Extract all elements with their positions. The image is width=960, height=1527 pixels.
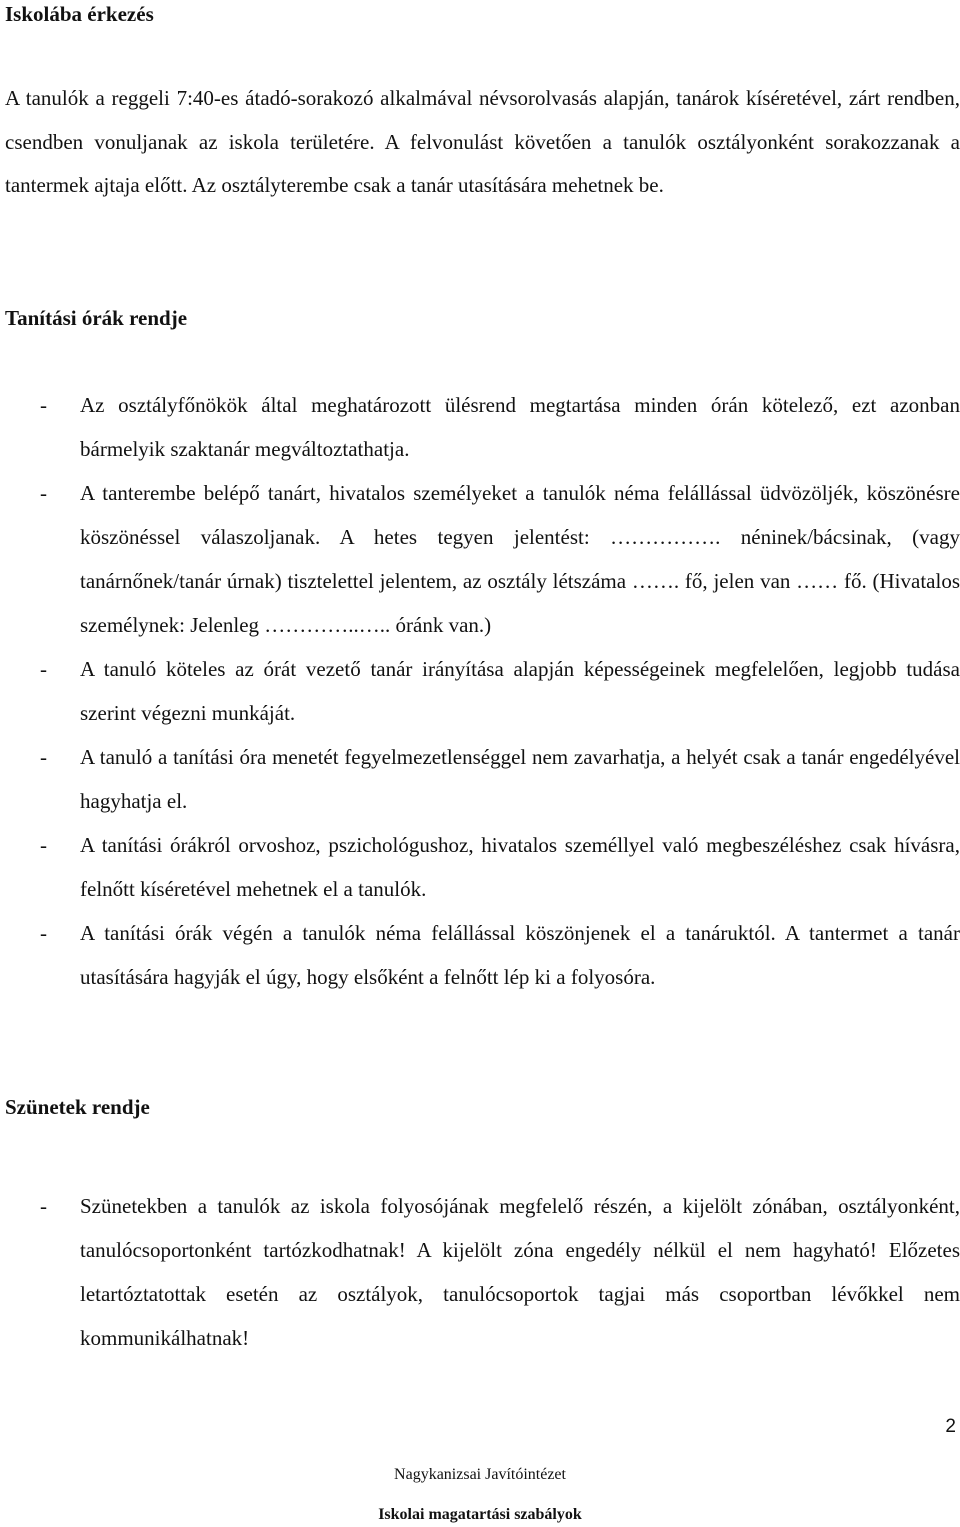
list-marker: - bbox=[40, 833, 47, 857]
list-marker: - bbox=[40, 745, 47, 769]
lessons-rule-list bbox=[0, 383, 960, 999]
list-marker: - bbox=[40, 1194, 47, 1218]
paragraph-arrival: A tanulók a reggeli 7:40-es átadó-sorakozó alkalmával névsorolvasás alapján, tanárok kíséretével, zárt rendben, csendben vonuljanak az iskola területére. A felvonulást követően a tanulók osztályonként sorakozzanak a tantermek ajtaja előtt. Az osztályterembe csak a tanár utasítására mehetnek be. bbox=[5, 86, 960, 197]
list-item-text: A tanítási órákról orvoshoz, pszichológushoz, hivatalos személlyel való megbeszéléshez csak hívásra, felnőtt kíséretével mehetnek el a tanulók. bbox=[80, 833, 960, 901]
list-item bbox=[0, 471, 960, 647]
list-item bbox=[0, 911, 960, 999]
list-marker: - bbox=[40, 921, 47, 945]
list-item bbox=[0, 823, 960, 911]
footer-institution: Nagykanizsai Javítóintézet bbox=[394, 1466, 566, 1483]
list-item-text: A tanuló köteles az órát vezető tanár irányítása alapján képességeinek megfelelően, legjobb tudása szerint végezni munkáját. bbox=[80, 657, 960, 725]
section-title-arrival: Iskolába érkezés bbox=[5, 2, 154, 26]
list-marker: - bbox=[40, 393, 47, 417]
list-item-text: Az osztályfőnökök által meghatározott ülésrend megtartása minden órán kötelező, ezt azonban bármelyik szaktanár megváltoztathatja. bbox=[80, 393, 960, 461]
breaks-rule-list bbox=[0, 1184, 960, 1360]
list-item-text: A tanuló a tanítási óra menetét fegyelmezetlenséggel nem zavarhatja, a helyét csak a tanár engedélyével hagyhatja el. bbox=[80, 745, 960, 813]
list-item bbox=[0, 735, 960, 823]
list-marker: - bbox=[40, 481, 47, 505]
list-item bbox=[0, 383, 960, 471]
list-item-text: A tanterembe belépő tanárt, hivatalos személyeket a tanulók néma felállással üdvözöljék, köszönésre köszönéssel válaszoljanak. A hetes tegyen jelentést: ……………. néninek/bácsinak, (vagy tanárnőnek/tanár úrnak) tisztelettel jelentem, az osztály létszáma ……. fő, jelen van …… fő. (Hivatalos személynek: Jelenleg …………..….. óránk van.) bbox=[80, 481, 960, 637]
list-item bbox=[0, 1184, 960, 1360]
list-item-text: A tanítási órák végén a tanulók néma felállással köszönjenek el a tanáruktól. A tantermet a tanár utasítására hagyják el úgy, hogy elsőként a felnőtt lép ki a folyosóra. bbox=[80, 921, 960, 989]
section-title-lessons: Tanítási órák rendje bbox=[5, 306, 188, 330]
section-title-breaks: Szünetek rendje bbox=[5, 1095, 150, 1119]
list-item-text: Szünetekben a tanulók az iskola folyosójának megfelelő részén, a kijelölt zónában, osztályonként, tanulócsoportonként tartózkodhatnak! A kijelölt zóna engedély nélkül el nem hagyható! Előzetes letartóztatottak esetén az osztályok, tanulócsoportok tagjai más csoportban lévőkkel nem kommunikálhatnak! bbox=[80, 1194, 960, 1350]
page-number: 2 bbox=[945, 1416, 956, 1437]
list-marker: - bbox=[40, 657, 47, 681]
list-item bbox=[0, 647, 960, 735]
footer-document-title: Iskolai magatartási szabályok bbox=[378, 1506, 582, 1523]
